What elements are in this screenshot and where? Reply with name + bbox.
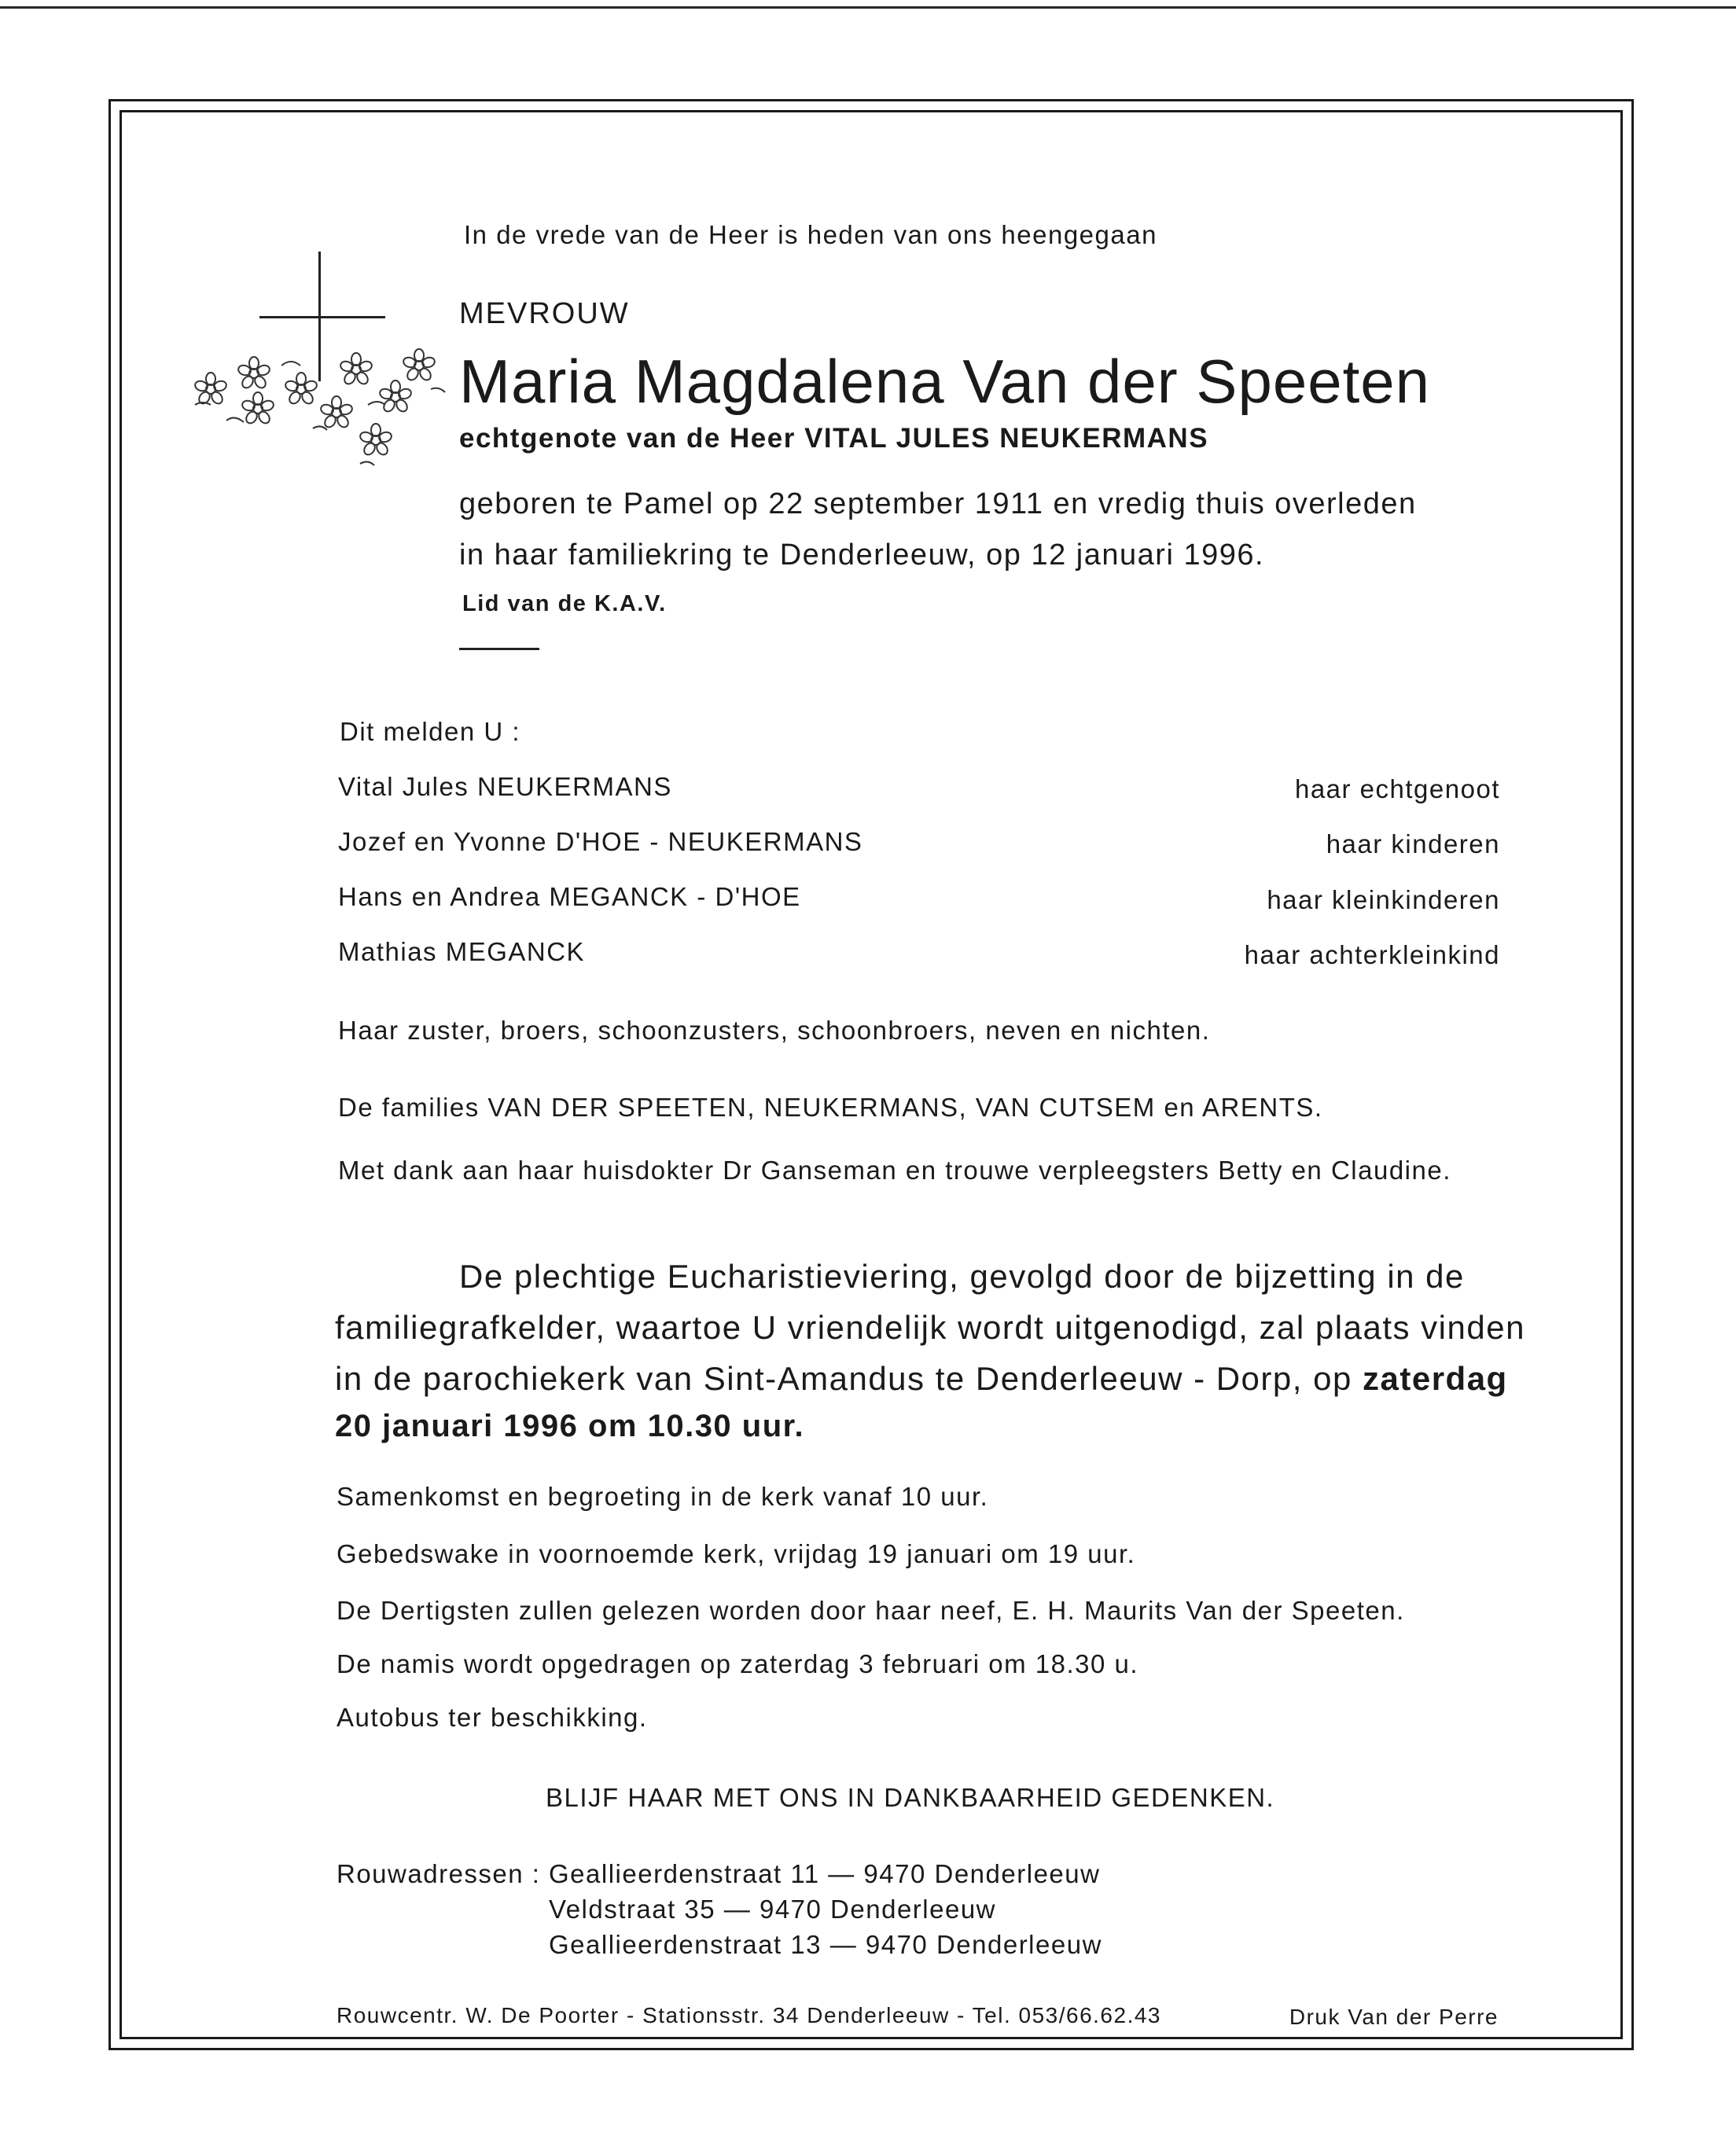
closing-line: BLIJF HAAR MET ONS IN DANKBAARHEID GEDENKEN. [546,1783,1275,1812]
spouse-line: echtgenote van de Heer VITAL JULES NEUKERMANS [459,423,1209,454]
announcer-relation: haar achterkleinkind [1244,940,1500,969]
undertaker-line: Rouwcentr. W. De Poorter - Stationsstr. 34 Denderleeuw - Tel. 053/66.62.43 [337,2003,1161,2027]
address-line: Geallieerdenstraat 11 — 9470 Denderleeuw [549,1859,1101,1888]
birth-line-2: in haar familiekring te Denderleeuw, op 12 januari 1996. [459,538,1265,572]
announcer-relation: haar echtgenoot [1294,774,1500,803]
ceremony-day: zaterdag [1362,1360,1508,1397]
printer-line: Druk Van der Perre [1289,2005,1499,2029]
detail-line: Samenkomst en begroeting in de kerk vanaf 10 uur. [337,1482,989,1511]
ceremony-line-3-text: in de parochiekerk van Sint-Amandus te Denderleeuw - Dorp, op [335,1360,1352,1397]
intro-line: In de vrede van de Heer is heden van ons heengegaan [464,220,1157,249]
families-line: De families VAN DER SPEETEN, NEUKERMANS, VAN CUTSEM en ARENTS. [338,1093,1323,1122]
addresses-label: Rouwadressen : [337,1859,541,1888]
detail-line: De namis wordt opgedragen op zaterdag 3 februari om 18.30 u. [337,1649,1139,1678]
announcer-name: Jozef en Yvonne D'HOE - NEUKERMANS [338,827,863,856]
announcer-relation: haar kinderen [1326,829,1500,858]
address-line: Veldstraat 35 — 9470 Denderleeuw [549,1895,997,1924]
detail-line: Autobus ter beschikking. [337,1703,648,1732]
title-prefix: MEVROUW [459,297,630,330]
deceased-name: Maria Magdalena Van der Speeten [459,347,1431,416]
thanks-line: Met dank aan haar huisdokter Dr Ganseman en trouwe verpleegsters Betty en Claudine. [338,1156,1451,1185]
birth-line-1: geboren te Pamel op 22 september 1911 en vredig thuis overleden [459,487,1417,520]
membership-line: Lid van de K.A.V. [462,591,667,616]
detail-line: Gebedswake in voornoemde kerk, vrijdag 19 januari om 19 uur. [337,1539,1136,1568]
separator-rule [459,648,539,650]
cross-icon-bar [259,316,385,318]
announcer-name: Vital Jules NEUKERMANS [338,772,672,801]
ceremony-line-3 [335,1360,1508,1398]
announcer-relation: haar kleinkinderen [1267,885,1500,914]
detail-line: De Dertigsten zullen gelezen worden door haar neef, E. H. Maurits Van der Speeten. [337,1596,1405,1625]
ceremony-line-1: De plechtige Eucharistieviering, gevolgd door de bijzetting in de [459,1258,1465,1295]
announcer-name: Mathias MEGANCK [338,937,586,966]
announcers-intro: Dit melden U : [340,717,521,746]
ceremony-date-time: 20 januari 1996 om 10.30 uur. [335,1409,805,1443]
announcer-name: Hans en Andrea MEGANCK - D'HOE [338,882,801,911]
flower-garland-icon [179,334,458,476]
relatives-line: Haar zuster, broers, schoonzusters, schoonbroers, neven en nichten. [338,1016,1211,1045]
ceremony-line-2: familiegrafkelder, waartoe U vriendelijk wordt uitgenodigd, zal plaats vinden [335,1309,1525,1346]
address-line: Geallieerdenstraat 13 — 9470 Denderleeuw [549,1930,1102,1959]
top-rule [0,6,1736,9]
